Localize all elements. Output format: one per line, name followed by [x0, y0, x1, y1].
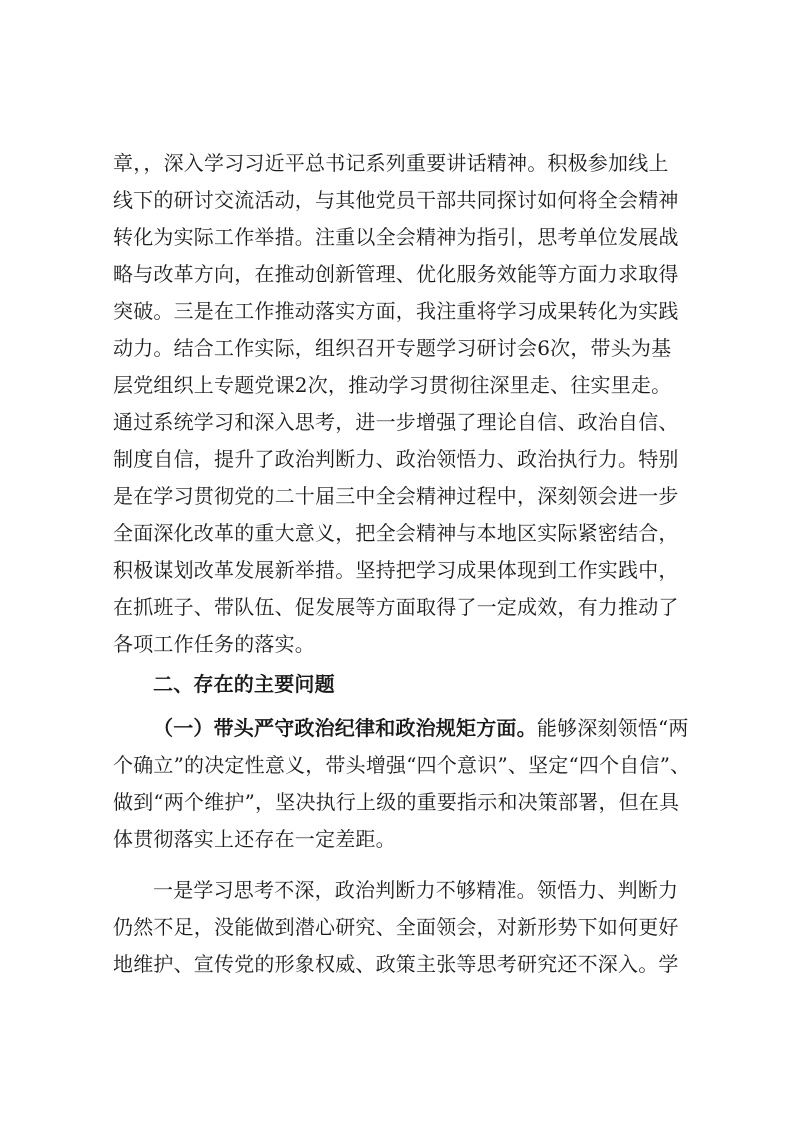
body-text-line: 各项工作任务的落实。 [113, 632, 315, 656]
body-text-line: 是在学习贯彻党的二十届三中全会精神过程中，深刻领会进一步 [113, 484, 679, 508]
body-text-line: 个确立”的决定性意义，带头增强“四个意识”、坚定“四个自信”、 [113, 753, 691, 777]
body-text-line: 一是学习思考不深，政治判断力不够精准。领悟力、判断力 [153, 878, 679, 902]
body-text-line: 做到“两个维护”，坚决执行上级的重要指示和决策部署，但在具 [113, 790, 680, 814]
body-text-line: 动力。结合工作实际，组织召开专题学习研讨会6次，带头为基 [113, 336, 672, 360]
subsection-title: （一）带头严守政治纪律和政治规矩方面。 [153, 716, 537, 740]
subsection-text: 能够深刻领悟“两 [536, 716, 689, 740]
body-text-line: 层党组织上专题党课2次，推动学习贯彻往深里走、往实里走。 [113, 373, 672, 397]
body-text-line: 线下的研讨交流活动，与其他党员干部共同探讨如何将全会精神 [113, 188, 679, 212]
body-text-line: 积极谋划改革发展新举措。坚持把学习成果体现到工作实践中， [113, 558, 679, 582]
body-text-line: 仍然不足，没能做到潜心研究、全面领会，对新形势下如何更好 [113, 915, 679, 939]
body-text-line: 在抓班子、带队伍、促发展等方面取得了一定成效，有力推动了 [113, 595, 679, 619]
body-text-line: 略与改革方向，在推动创新管理、优化服务效能等方面力求取得 [113, 262, 679, 286]
body-text-line: 制度自信，提升了政治判断力、政治领悟力、政治执行力。特别 [113, 447, 679, 471]
subsection-first-line [153, 710, 689, 746]
section-heading: 二、存在的主要问题 [153, 672, 335, 696]
body-text-line: 章，，深入学习习近平总书记系列重要讲话精神。积极参加线上 [113, 151, 669, 175]
body-text-line: 转化为实际工作举措。注重以全会精神为指引，思考单位发展战 [113, 225, 679, 249]
body-text-line: 通过系统学习和深入思考，进一步增强了理论自信、政治自信、 [113, 410, 679, 434]
body-text-line: 体贯彻落实上还存在一定差距。 [113, 827, 396, 851]
body-text-line: 全面深化改革的重大意义，把全会精神与本地区实际紧密结合， [113, 521, 679, 545]
body-text-line: 地维护、宣传党的形象权威、政策主张等思考研究还不深入。学 [113, 952, 679, 976]
body-text-line: 突破。三是在工作推动落实方面，我注重将学习成果转化为实践 [113, 299, 679, 323]
